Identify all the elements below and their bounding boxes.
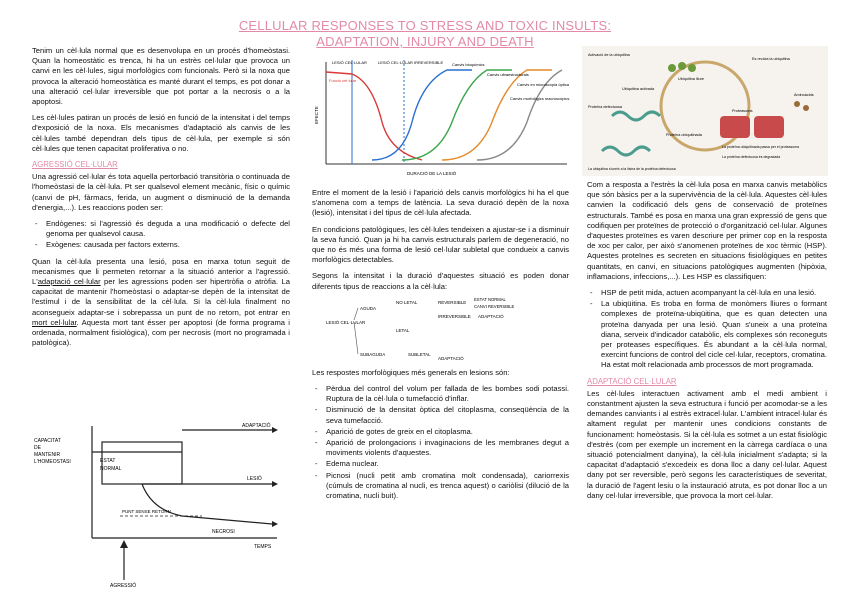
intro-paragraph: Tenim un cèl·lula normal que es desenvolupa en un procés d'homeòstasi. Quan la homeostàtic es trenca, hi ha un estrès cel·lular que provoca un canvi en les cèl·lules, sigui morfològics com funcionals. Però si la noxa que provoca la alteració homeostàtica es manté durant el temps, es pot donar a una alteració cel·lular irreversible que pot portar a la necrosis o a la apoptosi. xyxy=(32,46,290,107)
morphological-list xyxy=(312,384,569,501)
tree-subaguda: SUBAGUDA xyxy=(360,351,386,357)
morphological-intro: Les respostes morfològiques més generals en lesions són: xyxy=(312,367,510,377)
hsp-list xyxy=(587,288,827,371)
column-right xyxy=(587,180,827,507)
list-item: - Exògenes: causada per factors externs. xyxy=(46,240,290,250)
column-middle xyxy=(312,188,569,507)
label-lisina: La ubiquitina s'uneix a la lisina de la proteïna defectuosa xyxy=(588,167,676,171)
ubiquitin-icon xyxy=(668,64,676,72)
proteasome-icon xyxy=(754,116,784,138)
proteasome-icon xyxy=(720,116,750,138)
label-aminoacids: Aminoàcids xyxy=(794,93,814,97)
label-ubiquitina-activada: Ubiquitina activada xyxy=(622,87,655,91)
label-proteasoma: Proteasoma xyxy=(732,109,753,113)
label-funcio: Funció cel·lular xyxy=(329,78,357,83)
amino-acid-icon xyxy=(794,101,800,107)
tree-subletal: SUBLETAL xyxy=(408,351,431,357)
label-estat: ESTAT xyxy=(100,458,116,464)
label-ubiquitina-lliure: Ubiquitina lliure xyxy=(678,77,704,81)
curve-biochemical xyxy=(372,70,472,160)
ubiquitin-icon xyxy=(688,64,696,72)
list-item: - Aparició de gotes de greix en el citoplasma. xyxy=(326,427,569,437)
label-recicla: Es recicla la ubiquitina xyxy=(752,57,790,61)
column-left xyxy=(32,46,290,354)
tree-estat: ESTAT NORMAL xyxy=(474,297,506,302)
mort-link: mort cel·lular xyxy=(32,317,77,327)
agressio-paragraph: Una agressió cel·lular és tota aquella pertorbació transitòria o continuada de l'homeòstasi de la cèl·lula. Pt ser qualsevol element mecànic, físic o químic (canvi de pH, fàrmacs, ferida, un augment o disminució de la demanda d'energia,...). Les reaccions poden ser: xyxy=(32,172,290,212)
axis-x-label: DURACIÓ DE LA LESIÓ xyxy=(407,171,457,176)
list-item: - Edema nuclear. xyxy=(326,459,569,469)
axis-y-label: EFECTE xyxy=(314,106,319,124)
label-optica: Canvis en microscopia òptica xyxy=(517,82,570,87)
label-passa: La proteïna ubiquitinada passa per el proteasoma xyxy=(722,145,800,149)
list-item: - La ubiqüitina. Es troba en forma de monòmers lliures o formant complexes de proteïna-ubiqüitina, que es quan detecten una proteïna danyada per una lesió. Quan s'uneix a una proteïna diana, serveix d'indicador catabòlic, els complexes són reconeguts per proteases específiques. És abundant a la cèl·lula normal, exercint funcions de control del cicle cel·lular, receptors, cromatina. Ha estat molt relacionada amb processos de mort programada. xyxy=(601,299,827,370)
label-lesio: LESIÓ CEL·LULAR xyxy=(332,60,367,65)
label-temps: TEMPS xyxy=(254,544,272,550)
list-item: - HSP de petit mida, actuen acompanyant la cèl·lula en una lesió. xyxy=(601,288,827,298)
label-normal: NORMAL xyxy=(100,466,122,472)
tree-irreversible: IRREVERSIBLE xyxy=(438,313,471,319)
label-degradada: La proteïna defectuosa és degradada xyxy=(722,155,781,159)
lesion-paragraph: Les cèl·lules patiran un procés de lesió en funció de la intensitat i del temps d'exposició de la noxa. Els mecanismes d'adaptació als canvis de les cèl·lules també dependran dels tipus de cèl·lula, per exemple si són cèl·lules que tenen capacitat proliferativa o no. xyxy=(32,113,290,153)
y-label: DE xyxy=(34,445,41,451)
amino-acid-icon xyxy=(803,105,809,111)
arrow-icon xyxy=(272,427,278,433)
title-line-1: CELLULAR RESPONSES TO STRESS AND TOXIC INSULTS: xyxy=(238,18,612,33)
arrow-up-icon xyxy=(120,540,128,548)
label-ultra: Canvis ultraestructurals xyxy=(487,72,529,77)
title-line-2: ADAPTATION, INJURY AND DEATH xyxy=(316,34,534,49)
list-item: - Disminució de la densitat òptica del citoplasma, conseqüència de la seva tumefacció. xyxy=(326,405,569,425)
tree-aguda: AGUDA xyxy=(360,305,377,311)
tree-canvi: CANVI REVERSIBLE xyxy=(474,303,515,309)
label-necrosi: NECROSI xyxy=(212,529,235,535)
section-heading-agressio: AGRESSIÓ CEL·LULAR xyxy=(32,160,118,170)
curve-function xyxy=(326,72,422,160)
reaction-tree-diagram xyxy=(312,298,569,364)
list-item: - Endògenes: si l'agressió és deguda a una modificació o defecte del genoma per qualsevol causa. xyxy=(46,219,290,239)
y-label: MANTENIR xyxy=(34,452,61,458)
label-defectuosa: Proteïna defectuosa xyxy=(588,105,622,109)
figure-homeostasis xyxy=(32,420,290,588)
label-irreversible: LESIÓ CEL·LULAR IRREVERSIBLE xyxy=(378,60,444,65)
list-item: - Aparició de prolongacions i invaginacions de les membranes degut a moviments violents d'aquestes. xyxy=(326,438,569,458)
tree-adapt1: ADAPTACIÓ xyxy=(478,313,504,319)
list-item: - Pèrdua del control del volum per fallada de les bombes sodi potassi. Ruptura de la cèl·lula o tumefacció d'inflar. xyxy=(326,384,569,404)
adaptacio-link: adaptació cel·lular xyxy=(37,277,101,287)
adaptation-paragraph: Quan la cèl·lula presenta una lesió, posa en marxa totun seguit de mecanismes que li permeten retornar a la situació anterior a l'agressió. L'adaptació cel·lular per les agressions poden ser hipertròfia o atròfia. La capacitat de mantenir l'homeòstasi o adaptar-se depèn de la intensitat de l'estímul i de la sensibilitat de la cèl·lula. Si la cèl·lula finalment no aconsegueix adaptar-se i sobrepassa un punt de no retorn, pot entrar en mort cel·lular. Aquesta mort tant ésser per apoptosi (de forma programa i ordenada, normalment fisiològica), com per necrosis (mort no programada i patològica). xyxy=(32,256,290,348)
label-agressio: AGRESSIÓ xyxy=(110,583,137,588)
tree-letal: LETAL xyxy=(396,327,410,333)
figure-ubiquitin-cycle xyxy=(582,46,828,176)
label-macro: Canvis morfològics macroscòpics xyxy=(510,96,570,101)
reaction-list xyxy=(32,219,290,251)
list-item: - Picnosi (nucli petit amb cromatina molt condensada), cariorrexis (cúmuls de cromatina al nucli, es trenca aquest) o cariòlisi (dilució de la cromatina, nucli buit). xyxy=(326,471,569,502)
arrow-icon xyxy=(272,481,278,487)
label-activacio: Activació de la ubiquitina xyxy=(588,53,630,57)
label-punt: PUNT SENSE RETORN xyxy=(122,509,171,514)
tree-reversible: REVERSIBLE xyxy=(438,299,467,305)
section-heading-adaptacio: ADAPTACIÓ CEL·LULAR xyxy=(587,376,677,386)
label-lesio: LESIÓ xyxy=(247,476,262,482)
label-bioquimics: Canvis bioquímics xyxy=(452,62,485,67)
y-label: CAPACITAT xyxy=(34,438,61,444)
hsp-paragraph: Com a resposta a l'estrès la cèl·lula posa en marxa canvis metabòlics que són bàsics per a la supervivència de la cèl·lula. Aquestes cèl·lules canvien la codificació dels gens de conservació de proteïnes estructurals. També es posa en marxa una gran expressió de gens que codifiquen per proteïnes de protecció o d'organització cel·lular. Algunes d'aquestes proteïnes es varen descriure per primer cop en la resposta de xoc per calor, per això s'anomenen proteïnes de xoc tèrmic (HSP). Aquestes proteïnes es secreten en situacions fisiològiques en petites quantitats, en canvi, en situacions patològiques augmenten (hipòxia, inflamacions, infeccions,...). Les HSP es classifiquen: xyxy=(587,180,827,281)
latency-paragraph: Entre el moment de la lesió i l'aparició dels canvis morfològics hi ha el que s'anomena com a temps de latència. La seva duració depèn de la noxa (lesió), intensitat i del tipus de cèl·lula afectada. xyxy=(312,188,569,218)
adaptation-paragraph-right: Les cèl·lules interactuen activament amb el medi ambient i constantment ajusten la seva estructura i funció per acomodar-se a les demandes canviants i al estrès extracel·lular. L'ambient intracel·lular és altament regulat per mantenir unes condicions constants de funcionament: homeòstasis. Si la cèl·lula es sotmet a un estat fisiològic d'estrès (com per exemple un increment en la càrrega cardíaca o una situació potencialment danyina), la cèl·lula inicialment s'adapta; si la capacitat d'adaptació s'excedeix es dona lloc a dany cel·lular. Aquest dany pot ser reversible, però segons les característiques de severitat, la duració de l'agent lesiu o la instauració atruta, es pot donar lloc a un dany cel·lular irreversible, que provoca la mort cel·lular. xyxy=(587,388,827,500)
label-ubiquitinada: Proteïna ubiquitinada xyxy=(666,133,702,137)
y-label: L'HOMEOSTASI xyxy=(34,459,71,465)
degeneration-paragraph: En condicions patològiques, les cèl·lules tendeixen a ajustar-se i a disminuir la seva funció. Quan ja hi ha canvis estructurals parlem de degeneració, no que no és més una forma de lesió cel·lular subletal que condueix a canvis morfològics detectables. xyxy=(312,224,569,265)
ubiquitin-icon xyxy=(678,62,686,70)
figure-injury-curves xyxy=(312,52,574,182)
arrow-icon xyxy=(272,521,278,527)
tree-adapt2: ADAPTACIÓ xyxy=(438,355,464,361)
tree-noletal: NO LETAL xyxy=(396,299,418,305)
tree-root: LESIÓ CEL·LULAR xyxy=(326,319,366,325)
label-adaptacio: ADAPTACIÓ xyxy=(242,423,271,429)
reactions-intro: Segons la intensitat i la duració d'aquestes situació es poden donar diferents tipus de reaccions a la cèl·lula: xyxy=(312,271,569,291)
